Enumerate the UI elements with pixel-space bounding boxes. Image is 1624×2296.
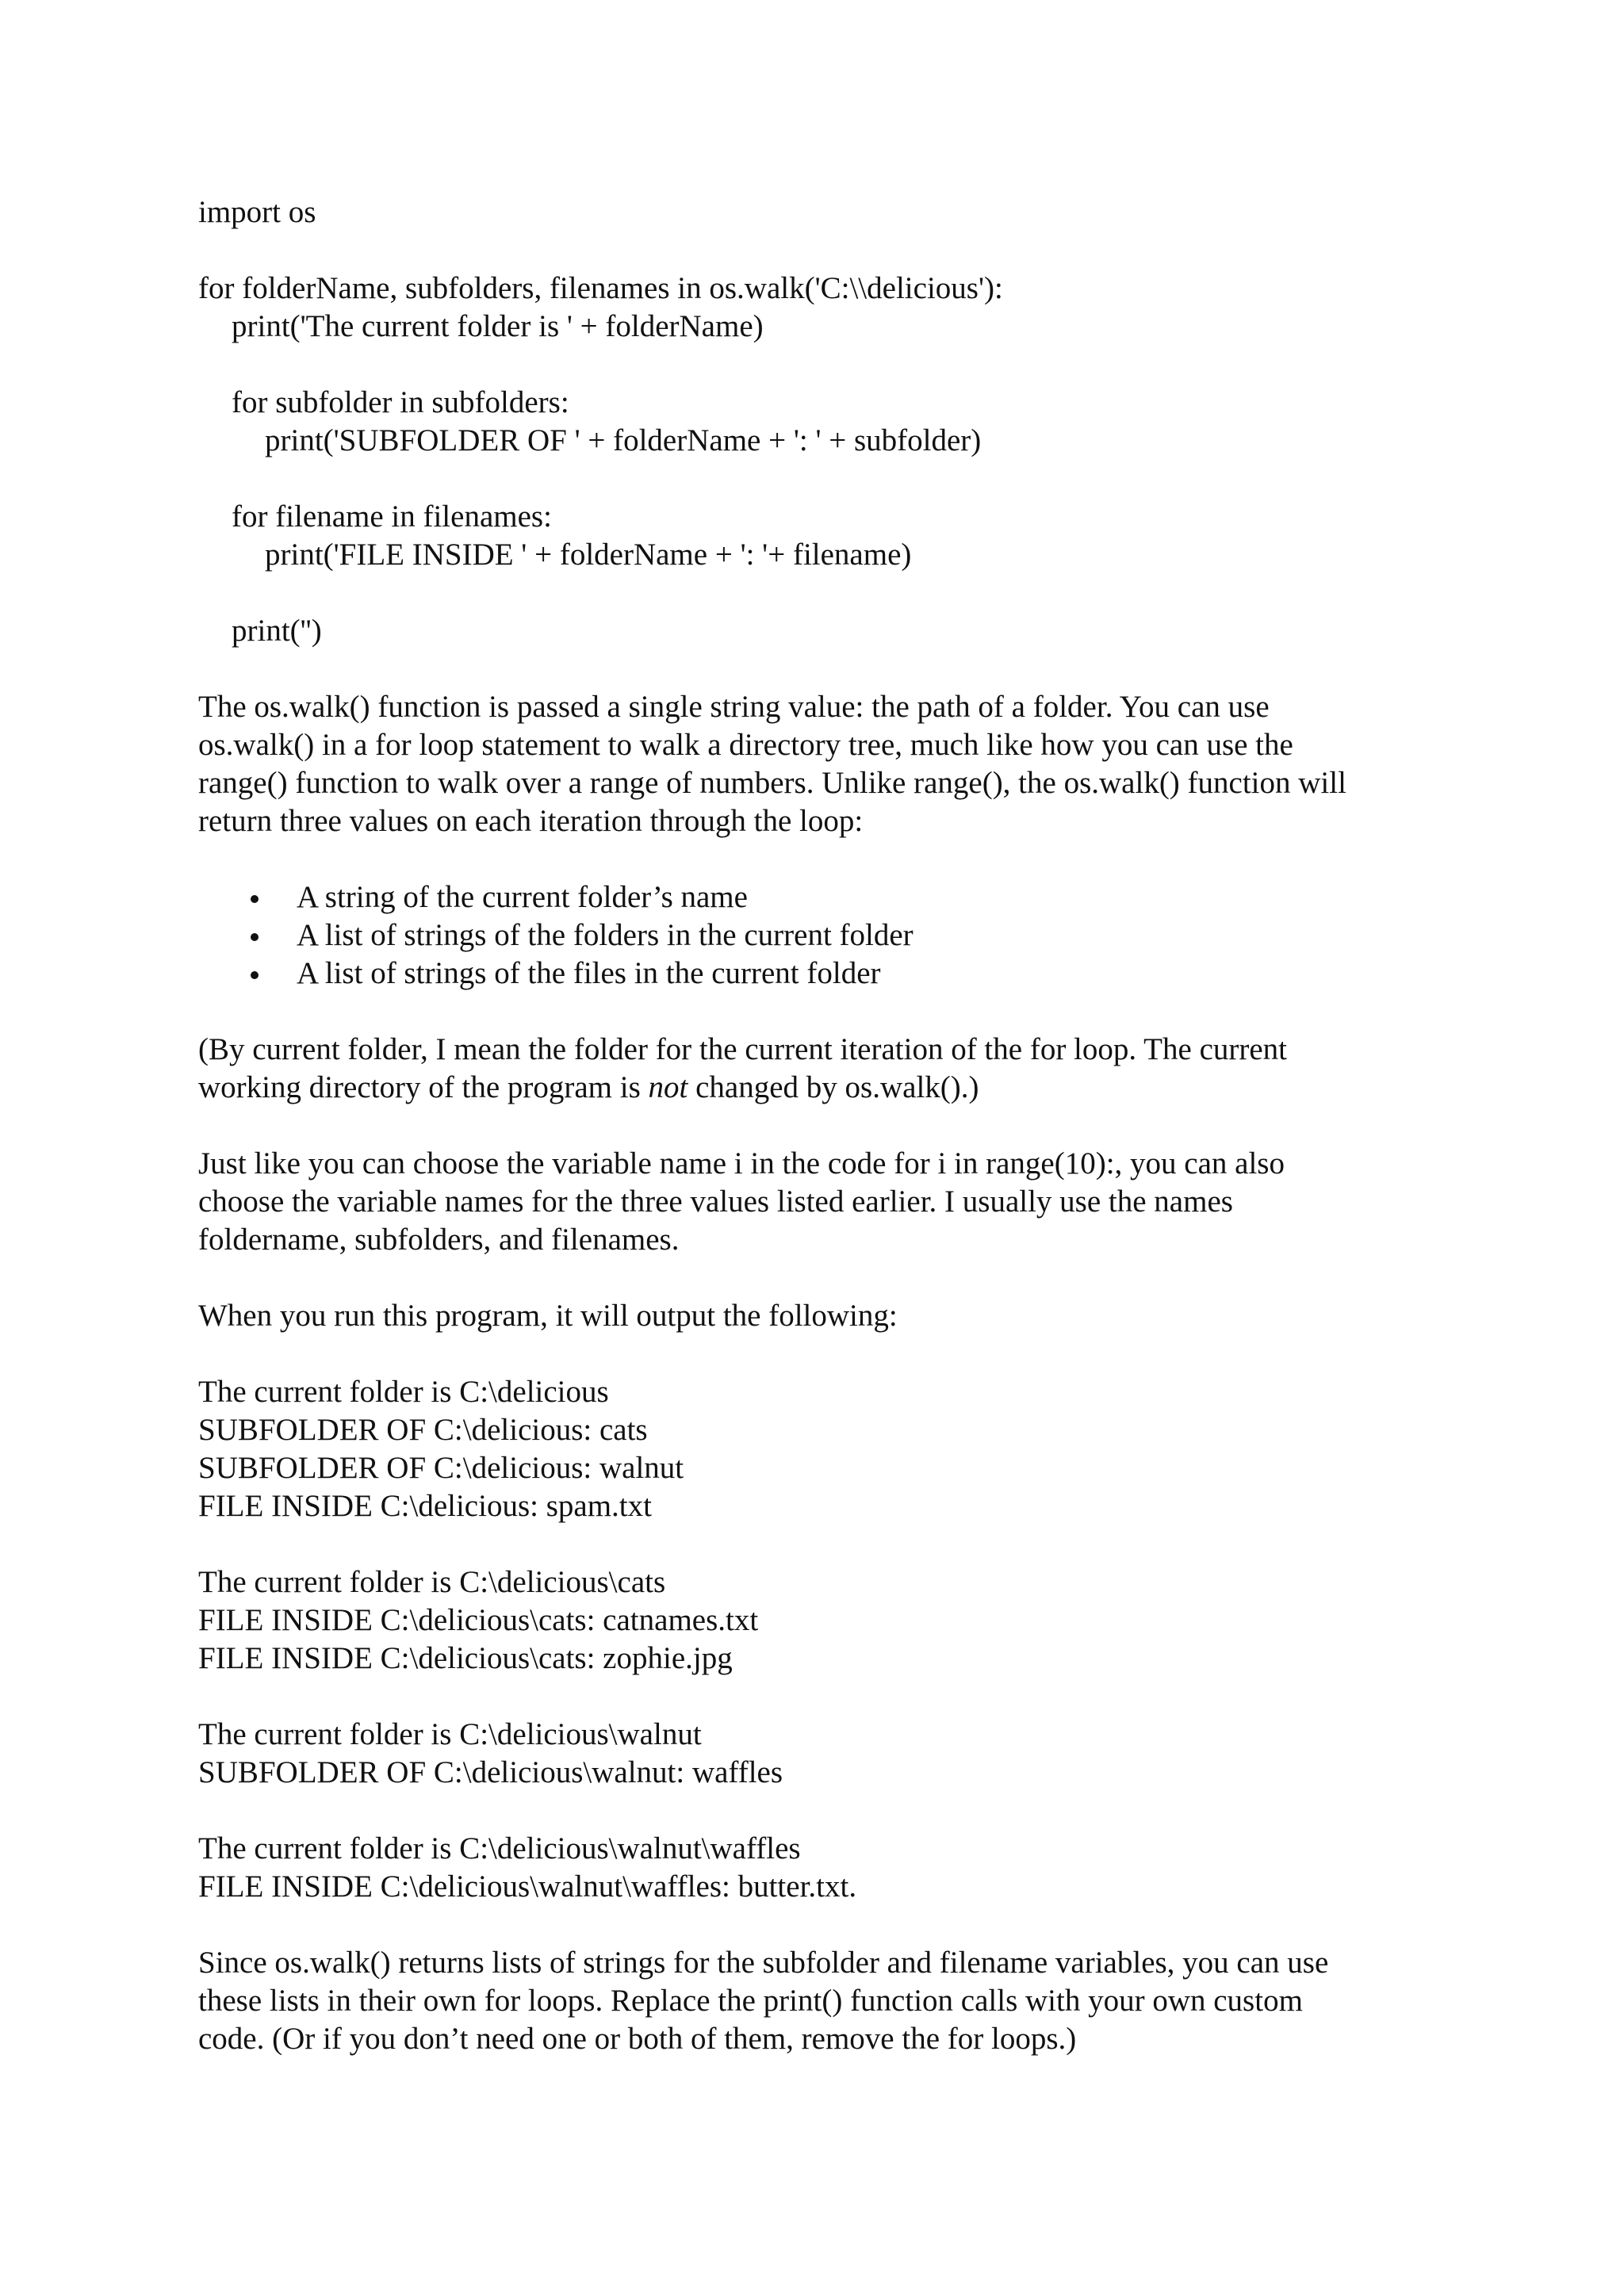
code-line-for-filename: for filename in filenames: bbox=[232, 499, 552, 534]
code-block bbox=[198, 193, 1435, 650]
bullet-item: A list of strings of the files in the current folder bbox=[198, 955, 1435, 993]
code-line-print-current: print('The current folder is ' + folderName) bbox=[232, 309, 764, 343]
text-line: os.walk() in a for loop statement to walk a directory tree, much like how you can use the bbox=[198, 728, 1293, 762]
bullet-dot-icon bbox=[251, 933, 259, 941]
text-line: code. (Or if you don’t need one or both of them, remove the for loops.) bbox=[198, 2022, 1077, 2056]
code-line-for-subfolder: for subfolder in subfolders: bbox=[232, 385, 569, 419]
text-line: foldername, subfolders, and filenames. bbox=[198, 1223, 680, 1257]
bullet-list bbox=[198, 878, 1435, 993]
output-line: FILE INSIDE C:\delicious\cats: catnames.txt bbox=[198, 1603, 759, 1637]
output-block bbox=[198, 1716, 1435, 1792]
text-line: (By current folder, I mean the folder for the current iteration of the for loop. The current bbox=[198, 1032, 1287, 1066]
text-line: The os.walk() function is passed a single string value: the path of a folder. You can use bbox=[198, 690, 1270, 724]
output-line: SUBFOLDER OF C:\delicious\walnut: waffles bbox=[198, 1755, 783, 1789]
text-line: return three values on each iteration through the loop: bbox=[198, 804, 864, 838]
emphasis-not: not bbox=[648, 1070, 688, 1104]
bullet-item: A string of the current folder’s name bbox=[198, 878, 1435, 916]
output-line: The current folder is C:\delicious\walnut bbox=[198, 1717, 702, 1751]
code-line-import: import os bbox=[198, 195, 316, 229]
output-line: FILE INSIDE C:\delicious: spam.txt bbox=[198, 1489, 652, 1523]
program-output bbox=[198, 1373, 1435, 1906]
code-line-print-file: print('FILE INSIDE ' + folderName + ': '+ filename) bbox=[265, 538, 912, 572]
text-line: Since os.walk() returns lists of strings for the subfolder and filename variables, you can use bbox=[198, 1946, 1329, 1980]
output-line: SUBFOLDER OF C:\delicious: cats bbox=[198, 1413, 648, 1447]
output-line: FILE INSIDE C:\delicious\cats: zophie.jpg bbox=[198, 1641, 733, 1675]
output-block bbox=[198, 1563, 1435, 1678]
output-line: SUBFOLDER OF C:\delicious: walnut bbox=[198, 1451, 684, 1485]
text-line: choose the variable names for the three values listed earlier. I usually use the names bbox=[198, 1184, 1233, 1219]
paragraph-current-folder bbox=[198, 1031, 1435, 1107]
text-line: these lists in their own for loops. Replace the print() function calls with your own custom bbox=[198, 1984, 1303, 2018]
code-line-for-walk: for folderName, subfolders, filenames in os.walk('C:\\delicious'): bbox=[198, 271, 1003, 305]
paragraph-variable-names bbox=[198, 1145, 1435, 1259]
output-line: The current folder is C:\delicious bbox=[198, 1375, 609, 1409]
bullet-dot-icon bbox=[251, 895, 259, 903]
text-line: Just like you can choose the variable name i in the code for i in range(10):, you can also bbox=[198, 1146, 1285, 1181]
paragraph-run-program: When you run this program, it will output the following: bbox=[198, 1299, 898, 1333]
text-line: working directory of the program is not changed by os.walk().) bbox=[198, 1070, 979, 1104]
output-block bbox=[198, 1373, 1435, 1525]
output-line: FILE INSIDE C:\delicious\walnut\waffles: butter.txt. bbox=[198, 1869, 857, 1904]
text-line: range() function to walk over a range of numbers. Unlike range(), the os.walk() function will bbox=[198, 766, 1346, 800]
code-line-print-subfolder: print('SUBFOLDER OF ' + folderName + ': ' + subfolder) bbox=[265, 423, 982, 457]
output-line: The current folder is C:\delicious\cats bbox=[198, 1565, 666, 1599]
document-body bbox=[198, 193, 1435, 2058]
output-line: The current folder is C:\delicious\walnut\waffles bbox=[198, 1831, 801, 1866]
paragraph-os-walk-intro bbox=[198, 688, 1435, 840]
bullet-dot-icon bbox=[251, 971, 259, 979]
bullet-item: A list of strings of the folders in the current folder bbox=[198, 916, 1435, 955]
paragraph-lists-in-loops bbox=[198, 1944, 1435, 2058]
output-block bbox=[198, 1830, 1435, 1906]
code-line-print-empty: print('') bbox=[232, 614, 322, 648]
